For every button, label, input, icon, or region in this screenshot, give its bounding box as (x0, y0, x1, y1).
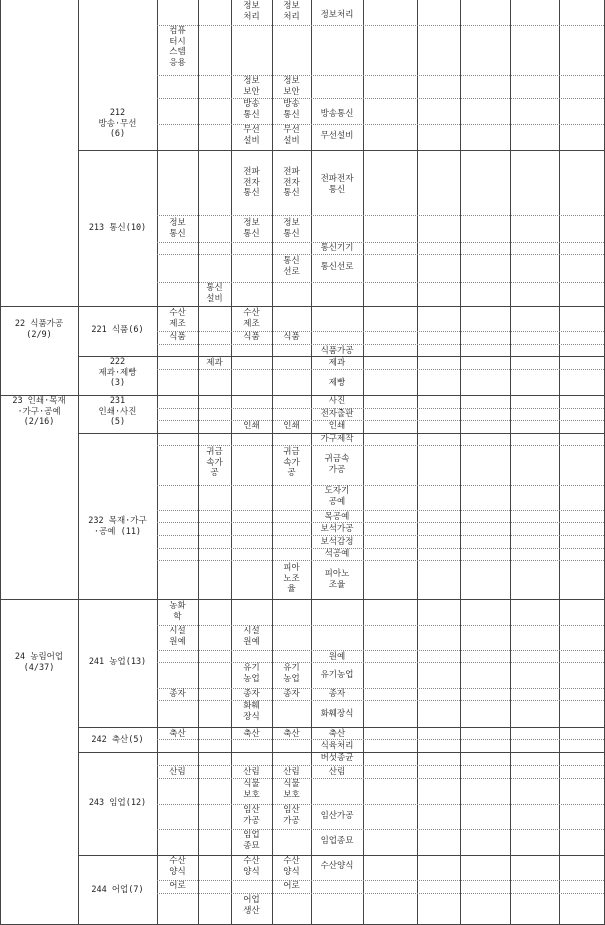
qualification-cell: 수산 제조 (243, 308, 260, 329)
qualification-cell: 도자기 공예 (324, 486, 350, 507)
row-line (0, 599, 604, 600)
row-line (157, 778, 604, 779)
qualification-cell: 축산 (243, 729, 260, 739)
qualification-cell: 임업 종묘 (243, 830, 260, 851)
qualification-cell: 시설 원예 (243, 626, 260, 647)
qualification-cell: 유기농업 (320, 670, 354, 680)
qualification-cell: 인쇄 (328, 421, 346, 431)
qualification-cell: 식품 (243, 332, 260, 342)
row-line (157, 98, 604, 99)
qualification-cell: 전파 전자 통신 (243, 167, 260, 198)
qualification-cell: 컴퓨 터시 스템 응용 (169, 26, 186, 68)
qualification-cell: 정보 통신 (283, 218, 300, 239)
qualification-cell: 산림 (169, 767, 186, 777)
qualification-cell: 산림 (283, 767, 300, 777)
qualification-cell: 식품 (169, 332, 186, 342)
qualification-cell: 석공예 (324, 549, 350, 559)
qualification-cell: 종자 (169, 689, 186, 699)
qualification-cell: 임산 가공 (243, 805, 260, 826)
qualification-cell: 정보 처리 (283, 1, 300, 22)
row-line (157, 242, 604, 243)
qualification-cell: 유기 농업 (243, 663, 260, 684)
qualification-cell: 통신 설비 (206, 283, 223, 304)
subgroup-label: 212 방송·무선 (6) (98, 108, 137, 139)
col-line (363, 0, 364, 925)
qualification-cell: 목공예 (324, 512, 350, 522)
subgroup-label: 222 제과·제빵 (3) (98, 357, 137, 388)
group-label: 24 농림어업 (4/37) (14, 652, 64, 673)
qualification-cell: 화훼장식 (320, 709, 354, 719)
qualification-cell: 수산 양식 (283, 856, 300, 877)
subgroup-label: 213 통신(10) (88, 223, 147, 233)
qualification-cell: 종자 (283, 689, 300, 699)
row-line (157, 739, 604, 740)
qualification-cell: 보석감정 (320, 537, 354, 547)
row-line (157, 522, 604, 523)
qualification-cell: 방송 통신 (283, 99, 300, 120)
qualification-cell: 인쇄 (283, 421, 300, 431)
qualification-cell: 귀금속 가공 (324, 454, 350, 475)
row-line (157, 650, 604, 651)
qualification-cell: 종자 (243, 689, 260, 699)
qualification-cell: 귀금 속가 공 (283, 447, 300, 478)
qualification-cell: 유기 농업 (283, 663, 300, 684)
row-line (157, 880, 604, 881)
qualification-cell: 정보처리 (320, 10, 354, 20)
qualification-cell: 정보 보안 (243, 76, 260, 97)
subgroup-label: 243 임업(12) (88, 798, 147, 808)
row-line (157, 535, 604, 536)
qualification-cell: 제과 (328, 358, 346, 368)
qualification-cell: 통신선로 (320, 262, 354, 272)
row-line (0, 306, 604, 307)
qualification-cell: 사진 (328, 396, 346, 406)
qualification-cell: 피아 노조 율 (283, 563, 300, 594)
qualification-cell: 무선 설비 (283, 125, 300, 146)
row-line (157, 662, 604, 663)
qualification-cell: 종자 (328, 689, 346, 699)
row-line (78, 727, 604, 728)
row-line (157, 408, 604, 409)
qualification-cell: 방송 통신 (243, 99, 260, 120)
qualification-cell: 축산 (328, 729, 346, 739)
qualification-cell: 식물 보호 (243, 779, 260, 800)
qualification-cell: 수산양식 (320, 861, 354, 871)
qualification-cell: 원예 (328, 652, 346, 662)
qualification-cell: 귀금 속가 공 (206, 447, 223, 478)
qualification-cell: 인쇄 (243, 421, 260, 431)
row-line (157, 331, 604, 332)
row-line (157, 765, 604, 766)
qualification-cell: 정보 통신 (169, 218, 186, 239)
qualification-cell: 정보 처리 (243, 1, 260, 22)
qualification-cell: 버섯종균 (320, 753, 354, 763)
qualification-cell: 임산가공 (320, 811, 354, 821)
row-line (157, 124, 604, 125)
qualification-cell: 식품 (283, 332, 300, 342)
subgroup-label: 242 축산(5) (91, 735, 144, 745)
row-line (78, 150, 604, 151)
qualification-cell: 임업종묘 (320, 836, 354, 846)
subgroup-label: 232 목재·가구 ·공예 (11) (88, 516, 147, 537)
row-line (157, 369, 604, 370)
row-line (157, 688, 604, 689)
group-label: 23 인쇄·목재 ·가구·공예 (2/16) (12, 396, 66, 427)
qualification-cell: 무선설비 (320, 131, 354, 141)
qualification-cell: 전파전자 통신 (320, 174, 354, 195)
qualification-cell: 축산 (169, 729, 186, 739)
subgroup-label: 221 식품(6) (91, 325, 144, 335)
row-line (157, 829, 604, 830)
subgroup-label: 231 인쇄·사진 (5) (98, 396, 137, 427)
qualification-cell: 어로 (169, 881, 186, 891)
row-line (157, 893, 604, 894)
col-line (559, 0, 560, 925)
subgroup-label: 241 농업(13) (88, 657, 147, 667)
qualification-cell: 임산 가공 (283, 805, 300, 826)
qualification-cell: 수산 양식 (169, 856, 186, 877)
qualification-cell: 무선 설비 (243, 125, 260, 146)
qualification-cell: 수산 양식 (243, 856, 260, 877)
qualification-cell: 어로 (283, 881, 300, 891)
qualification-cell: 정보 통신 (243, 218, 260, 239)
qualification-cell: 정보 보안 (283, 76, 300, 97)
col-line (0, 0, 1, 925)
subgroup-label: 244 어업(7) (91, 885, 144, 895)
qualification-cell: 제과 (206, 358, 223, 368)
qualification-cell: 축산 (283, 729, 300, 739)
qualification-cell: 식물 보호 (283, 779, 300, 800)
qualification-cell: 통신 선로 (283, 256, 300, 277)
qualification-cell: 화훼 장식 (243, 701, 260, 722)
qualification-cell: 제빵 (328, 378, 346, 388)
row-line (157, 25, 604, 26)
row-line (157, 420, 604, 421)
qualification-cell: 피아노 조율 (324, 569, 350, 590)
row-line (157, 485, 604, 486)
col-line (417, 0, 418, 925)
row-line (157, 625, 604, 626)
qualification-cell: 수산 제조 (169, 308, 186, 329)
qualification-cell: 가구제작 (320, 434, 354, 444)
qualification-cell: 시설 원예 (169, 626, 186, 647)
qualification-cell: 전파 전자 통신 (283, 167, 300, 198)
qualification-cell: 방송통신 (320, 109, 354, 119)
row-line (157, 700, 604, 701)
row-line (157, 560, 604, 561)
row-line (157, 510, 604, 511)
qualification-cell: 산림 (243, 767, 260, 777)
row-line (157, 445, 604, 446)
qualification-cell: 통신기기 (320, 243, 354, 253)
qualification-cell: 산림 (328, 767, 346, 777)
row-line (157, 254, 604, 255)
col-line (460, 0, 461, 925)
row-line (157, 75, 604, 76)
qualification-cell: 식품가공 (320, 346, 354, 356)
qualification-cell: 어업 생산 (243, 895, 260, 916)
group-label: 22 식품가공 (2/9) (14, 319, 64, 340)
col-line (157, 0, 158, 925)
row-line (157, 215, 604, 216)
qualification-cell: 농화 학 (169, 601, 186, 622)
row-line (157, 548, 604, 549)
col-line (510, 0, 511, 925)
qualification-cell: 식육처리 (320, 741, 354, 751)
row-line (157, 344, 604, 345)
row-line (157, 804, 604, 805)
qualification-cell: 전자출판 (320, 409, 354, 419)
qualification-cell: 보석가공 (320, 524, 354, 534)
